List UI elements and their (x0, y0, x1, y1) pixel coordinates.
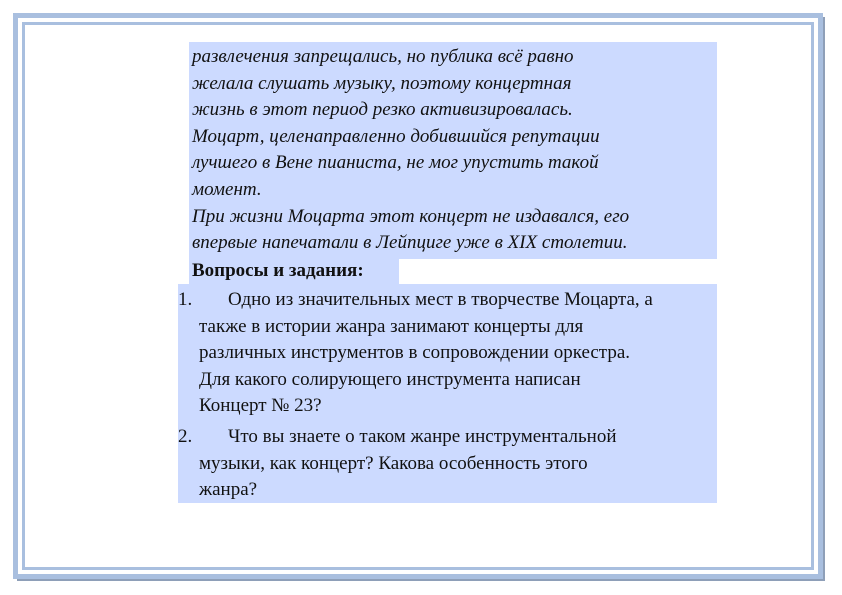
paragraph-line: Моцарт, целенаправленно добившийся репутации (192, 125, 600, 147)
question-line: жанра? (199, 479, 258, 501)
paragraph-line: развлечения запрещались, но публика всё равно (192, 46, 574, 67)
question-line (178, 287, 717, 314)
paragraph-line: момент. (192, 178, 262, 200)
paragraph-line: жизнь в этот период резко активизировалась. (192, 99, 573, 121)
paragraph-line: впервые напечатали в Лейпциге уже в XIX столетии. (192, 232, 628, 254)
question-line: Концерт № 23? (199, 395, 322, 417)
question-line: также в истории жанра занимают концерты для (199, 315, 584, 337)
question-text: Что вы знаете о таком жанре инструментальной (228, 426, 617, 447)
question-line: различных инструментов в сопровождении оркестра. (199, 342, 631, 364)
question-number: 2. (178, 426, 193, 447)
questions-heading (189, 258, 399, 284)
question-line: Для какого солирующего инструмента написан (199, 368, 581, 390)
italic-paragraph (189, 42, 717, 259)
question-item-1 (178, 287, 717, 420)
question-item-2 (178, 424, 717, 504)
question-line: музыки, как концерт? Какова особенность этого (199, 452, 588, 474)
paragraph-line: лучшего в Вене пианиста, не мог упустить такой (192, 152, 599, 174)
paragraph-line: При жизни Моцарта этот концерт не издавался, его (192, 205, 630, 227)
paragraph-line: желала слушать музыку, поэтому концертная (192, 72, 572, 94)
question-number: 1. (178, 289, 193, 310)
question-text: Одно из значительных мест в творчестве Моцарта, а (228, 289, 653, 310)
question-line (178, 424, 717, 451)
heading-text: Вопросы и задания: (192, 260, 364, 281)
questions-list (178, 284, 717, 503)
